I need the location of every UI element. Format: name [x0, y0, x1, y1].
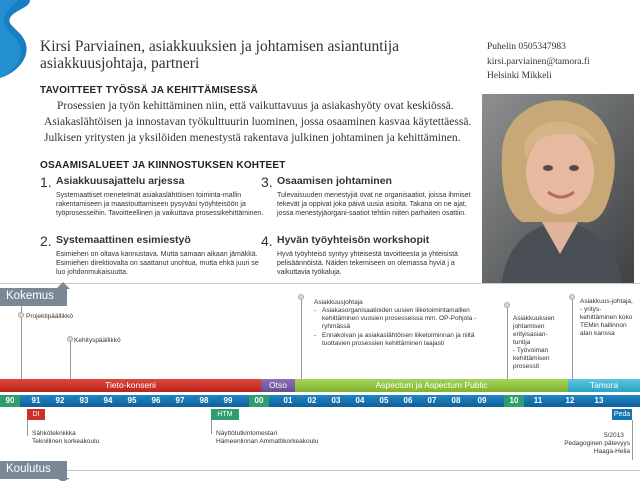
employer-otso: Otso [261, 379, 295, 392]
area-title: Asiakkuusajattelu arjessa [56, 175, 185, 187]
year-label: 04 [355, 396, 365, 405]
company-logo [0, 0, 36, 80]
education-marker-peda: Peda [613, 411, 631, 418]
email: kirsi.parviainen@tamora.fi [487, 57, 590, 67]
focus-text [44, 98, 477, 146]
education-label: Koulutus [0, 461, 67, 479]
role-aspectum-specialist: Asiakkuuksien johtamisen erityisasian-tuntija - Työvoiman kehittämisen prosessit [513, 315, 555, 370]
contact-info [487, 40, 637, 83]
education-connector [211, 420, 212, 434]
area-body: Tulevaisuuden menestyjiä ovat ne organisaatiot, joissa ihmiset tekevät ja oppivat joka päivä uusia asioita. Takana on ne ajat, jossa menestyjäorgani-saatiot tehtiin niiten parhaiten osattiin. [277, 192, 471, 218]
year-label: 95 [127, 396, 137, 405]
area-item [40, 174, 270, 234]
year-label: 07 [427, 396, 437, 405]
education-di: Sähkötekniikka Teknillinen korkeakoulu [32, 430, 100, 445]
year-label: 06 [403, 396, 413, 405]
role-dot [298, 294, 304, 300]
year-label: 90 [0, 395, 20, 407]
role-connector [572, 298, 573, 379]
areas-heading: OSAAMISALUEET JA KIINNOSTUKSEN KOHTEET [40, 160, 286, 171]
year-label: 12 [565, 396, 575, 405]
role-aspectum-1-text: Asiakasorganisaatioiden uusien liiketoimintamallien kehittäminen vuosien prosesseissa mm. OP-Pohjola -ryhmässä [322, 307, 477, 330]
role-aspectum-2: - Ennakoivan ja asiakaslähtöisen liiketoiminnan ja niitä tuottavien prosessien kehittäminen laajasti [314, 332, 475, 347]
role-connector [70, 338, 71, 379]
experience-label: Kokemus [0, 288, 67, 306]
year-label: 93 [79, 396, 89, 405]
role-dot [569, 294, 575, 300]
area-title: Osaamisen johtaminen [277, 175, 392, 187]
education-peda-date: 5/2013 [604, 432, 624, 439]
area-number: 3. [261, 174, 273, 190]
area-number: 4. [261, 233, 273, 249]
education-marker-htm: HTM [211, 409, 239, 420]
year-label: 99 [223, 396, 233, 405]
page-title: Kirsi Parviainen, asiakkuuksien ja johtamisen asiantuntija asiakkuusjohtaja, partneri [40, 38, 400, 72]
education-peda: Pedagoginen pätevyys Haaga-Helia [564, 440, 630, 455]
education-htm: Näyttötutkintomestari Hämeenlinnan Ammattikorkeakoulu [216, 430, 319, 445]
area-body: Esimiehen on oltava kannustava. Mutta samaan aikaan jämäkkä. Esimiehen direktiovalta on saattanut unohtua, mutta ehkä juuri se luo johdonmukaisuutta. [56, 251, 259, 277]
role-tamora: Asiakkuus-johtaja, - yritys-kehittäminen koko TEMin hallinnon alan kanssa [580, 298, 633, 337]
area-body: Hyvä työyhteisö syntyy yhteisestä tavoitteesta ja yhteisistä pelisäännöistä. Näiden tekemiseen on olemassa hyviä j a vaikuttavia työkaluja. [277, 251, 458, 277]
year-label: 01 [283, 396, 293, 405]
area-body: Systemaattiset menetelmät asiakaslähtöisen toiminta-mallin rakentamiseen ja maastouttamiseen pysyväsi työyhteisöön ja työprosesseihin. Tavoitteellinen ja vaikuttava prosessikehittäminen. [56, 192, 264, 218]
focus-heading: TAVOITTEET TYÖSSÄ JA KEHITTÄMISESSÄ [40, 85, 258, 96]
role-kehityspaallikko: Kehityspäällikkö [74, 337, 121, 344]
year-label: 94 [103, 396, 113, 405]
phone: Puhelin 0505347983 [487, 42, 566, 52]
education-marker-di: DI [27, 409, 45, 420]
year-label: 91 [31, 396, 41, 405]
focus-line: Asiakaslähtöisen ja innostavan työkulttuurin luominen, jossa osaaminen kasvaa käytettäessä. [44, 116, 472, 128]
year-label: 97 [175, 396, 185, 405]
year-label: 10 [504, 395, 524, 407]
education-connector [27, 420, 28, 436]
area-title: Hyvän työyhteisön workshopit [277, 234, 430, 246]
year-label: 98 [199, 396, 209, 405]
year-label: 11 [533, 396, 543, 405]
employer-tieto: Tieto-konseni [0, 379, 261, 392]
role-connector [507, 306, 508, 379]
year-label: 96 [151, 396, 161, 405]
employer-tamora: Tamora [568, 379, 640, 392]
portrait-illustration [482, 94, 634, 283]
role-aspectum-1: - Asiakasorganisaatioiden uusien liiketoimintamallien kehittäminen vuosien prosesseissa mm. OP-Pohjola -ryhmässä [314, 307, 477, 330]
focus-line: Prosessien ja työn kehittäminen niin, että vaikuttavuus ja asiakashyöty ovat keskiössä. [57, 100, 454, 112]
year-label: 09 [477, 396, 487, 405]
timeline-divider [0, 470, 640, 471]
timeline-divider [0, 283, 640, 284]
role-connector [301, 298, 302, 379]
area-number: 1. [40, 174, 52, 190]
year-axis [0, 395, 640, 407]
area-title: Systemaattinen esimiestyö [56, 234, 191, 246]
area-number: 2. [40, 233, 52, 249]
role-projektipaallikko: Projektipäällikkö [26, 313, 73, 320]
portrait-photo [482, 94, 634, 283]
role-aspectum-title: Asiakkuusjohtaja [314, 299, 363, 306]
area-item [261, 233, 481, 278]
role-dot [18, 312, 24, 318]
area-item [261, 174, 481, 234]
year-label: 05 [379, 396, 389, 405]
employer-aspectum: Aspectum ja Aspectum Public [295, 379, 568, 392]
year-label: 13 [594, 396, 604, 405]
role-aspectum-2-text: Ennakoivan ja asiakaslähtöisen liiketoiminnan ja niitä tuottavien prosessien kehittäminen laajasti [322, 332, 475, 347]
year-label: 02 [307, 396, 317, 405]
year-label: 08 [451, 396, 461, 405]
education-connector [632, 420, 633, 460]
year-label: 03 [331, 396, 341, 405]
year-label: 00 [249, 395, 269, 407]
role-dot [504, 302, 510, 308]
role-dot [67, 336, 73, 342]
year-label: 92 [55, 396, 65, 405]
location: Helsinki Mikkeli [487, 71, 552, 81]
focus-line: Julkisen yritysten ja yksilöiden menestystä rakentava julkinen johtaminen ja kehittäminen. [44, 132, 461, 144]
area-item [40, 233, 270, 278]
